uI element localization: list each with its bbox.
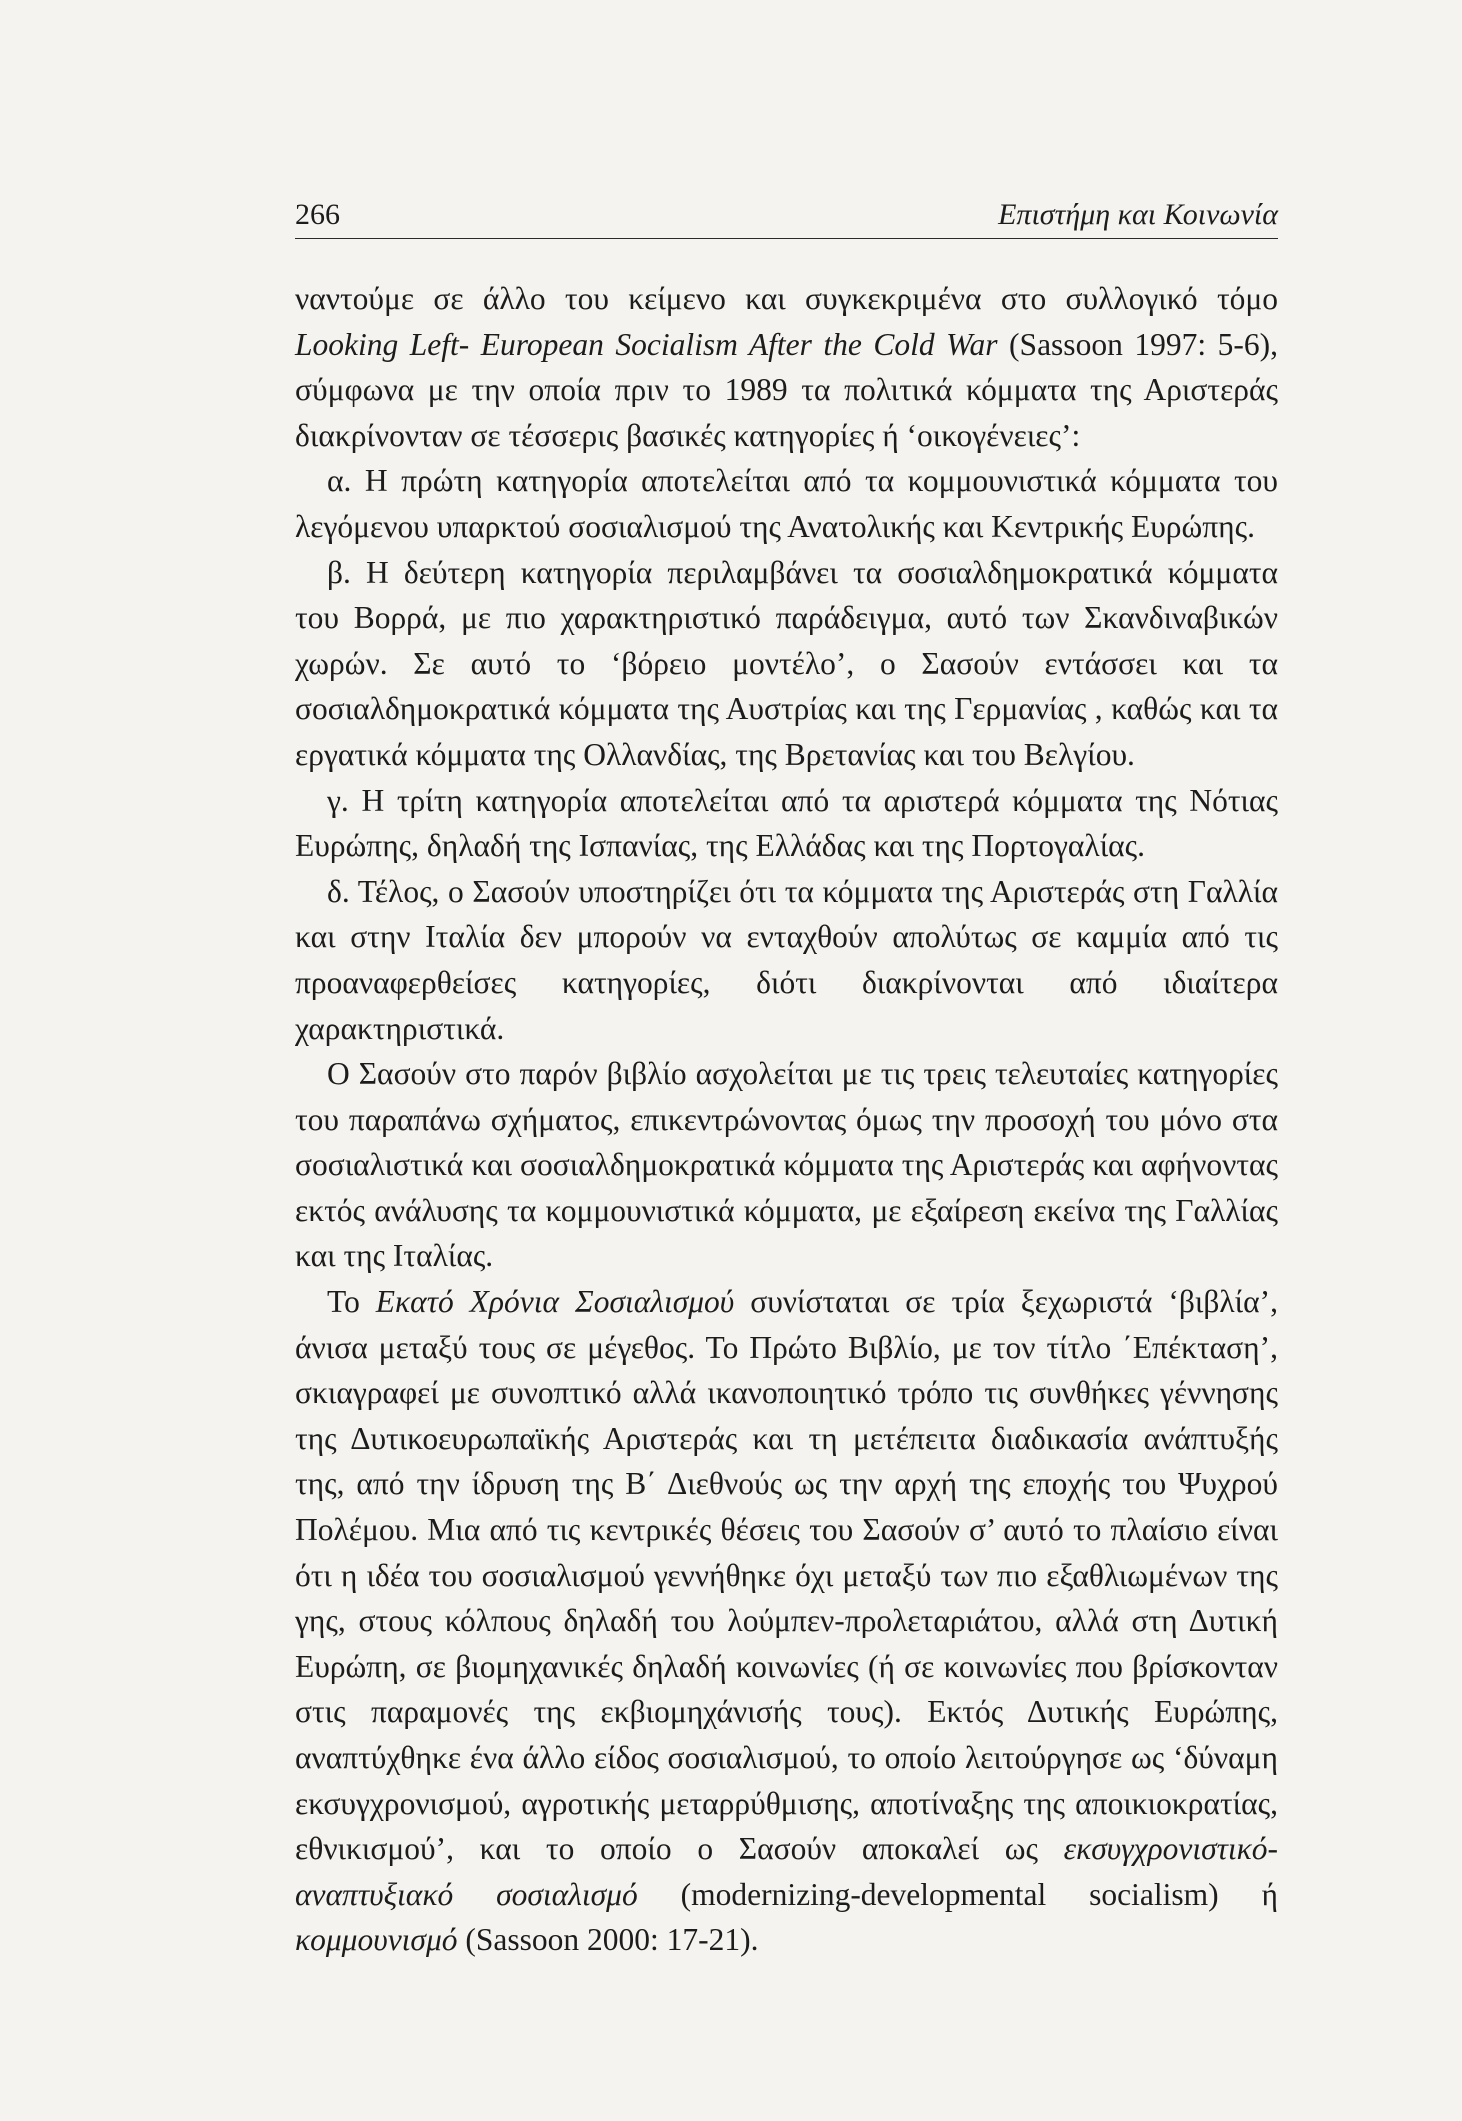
paragraph bbox=[295, 1051, 1278, 1279]
text-run: α. Η πρώτη κατηγορία αποτελείται από τα κομμουνιστικά κόμματα του λεγόμενου υπαρκτού σοσιαλισμού της Ανατολικής και Κεντρικής Ευρώπης. bbox=[295, 463, 1278, 544]
italic-text: εκσυγχρονιστικό- αναπτυξιακό σοσιαλισμό bbox=[295, 1831, 1278, 1912]
text-run: δ. Τέλος, ο Σασούν υποστηρίζει ότι τα κόμματα της Αριστεράς στη Γαλλία και στην Ιταλία δεν μπορούν να ενταχθούν απολύτως σε καμμία από τις προαναφερθείσες κατηγορίες, διότι διακρίνονται από ιδιαίτερα χαρακτηριστικά. bbox=[295, 873, 1278, 1046]
italic-text: Looking Left- European Socialism After the Cold War bbox=[295, 326, 998, 362]
paragraph bbox=[295, 276, 1278, 458]
paragraph bbox=[295, 550, 1278, 778]
paragraph bbox=[295, 1279, 1278, 1963]
paragraph bbox=[295, 869, 1278, 1051]
paragraph bbox=[295, 778, 1278, 869]
text-run: (modernizing-developmental socialism) ή bbox=[637, 1876, 1278, 1912]
paragraph bbox=[295, 458, 1278, 549]
italic-text: κομμουνισμό bbox=[295, 1922, 458, 1958]
page-header bbox=[295, 198, 1278, 239]
body-text bbox=[295, 276, 1278, 1963]
text-run: β. Η δεύτερη κατηγορία περιλαμβάνει τα σοσιαλδημοκρατικά κόμματα του Βορρά, με πιο χαρακτηριστικό παράδειγμα, αυτό των Σκανδιναβικών χωρών. Σε αυτό το ‘βόρειο μοντέλο’, ο Σασούν εντάσσει και τα σοσιαλδημοκρατικά κόμματα της Αυστρίας και της Γερμανίας , καθώς και τα εργατικά κόμματα της Ολλανδίας, της Βρετανίας και του Βελγίου. bbox=[295, 554, 1278, 772]
text-run: Το bbox=[327, 1284, 376, 1320]
text-run: ναντούμε σε άλλο του κείμενο και συγκεκριμένα στο συλλογικό τόμο bbox=[295, 281, 1278, 316]
running-title: Επιστήμη και Κοινωνία bbox=[998, 198, 1278, 231]
text-run: (Sassoon 2000: 17-21). bbox=[457, 1922, 759, 1958]
text-run: (Sassoon 1997: 5-6), σύμφωνα με την οποία πριν το 1989 τα πολιτικά κόμματα της Αριστεράς διακρίνονταν σε τέσσερις βασικές κατηγορίες ή ‘οικογένειες’: bbox=[295, 326, 1278, 453]
text-run: γ. Η τρίτη κατηγορία αποτελείται από τα αριστερά κόμματα της Νότιας Ευρώπης, δηλαδή της Ισπανίας, της Ελλάδας και της Πορτογαλίας. bbox=[295, 782, 1278, 864]
text-run: Ο Σασούν στο παρόν βιβλίο ασχολείται με τις τρεις τελευταίες κατηγορίες του παραπάνω σχήματος, επικεντρώνοντας όμως την προσοχή του μόνο στα σοσιαλιστικά και σοσιαλδημοκρατικά κόμματα της Αριστεράς και αφήνοντας εκτός ανάλυσης τα κομμουνιστικά κόμματα, με εξαίρεση εκείνα της Γαλλίας και της Ιταλίας. bbox=[295, 1056, 1278, 1274]
italic-text: Εκατό Χρόνια Σοσιαλισμού bbox=[375, 1284, 735, 1320]
page-number: 266 bbox=[295, 198, 340, 231]
text-run: συνίσταται σε τρία ξεχωριστά ‘βιβλία’, άνισα μεταξύ τους σε μέγεθος. Το Πρώτο Βιβλίο, με τον τίτλο ΄Επέκταση’, σκιαγραφεί με συνοπτικό αλλά ικανοποιητικό τρόπο τις συνθήκες γέννησης της Δυτικοευρωπαϊκής Αριστεράς και τη μετέπειτα διαδικασία ανάπτυξής της, από την ίδρυση της Β΄ Διεθνούς ως την αρχή της εποχής του Ψυχρού Πολέμου. Μια από τις κεντρικές θέσεις του Σασούν σ’ αυτό το πλαίσιο είναι ότι η ιδέα του σοσιαλισμού γεννήθηκε όχι μεταξύ των πιο εξαθλιωμένων της γης, στους κόλπους δηλαδή του λούμπεν-προλεταριάτου, αλλά στη Δυτική Ευρώπη, σε βιομηχανικές δηλαδή κοινωνίες (ή σε κοινωνίες που βρίσκονταν στις παραμονές της εκβιομηχάνισής τους). Εκτός Δυτικής Ευρώπης, αναπτύχθηκε ένα άλλο είδος σοσιαλισμού, το οποίο λειτούργησε ως ‘δύναμη εκσυγχρονισμού, αγροτικής μεταρρύθμισης, αποτίναξης της αποικιοκρατίας, εθνικισμού’, και το οποίο ο Σασούν αποκαλεί ως bbox=[295, 1284, 1278, 1867]
